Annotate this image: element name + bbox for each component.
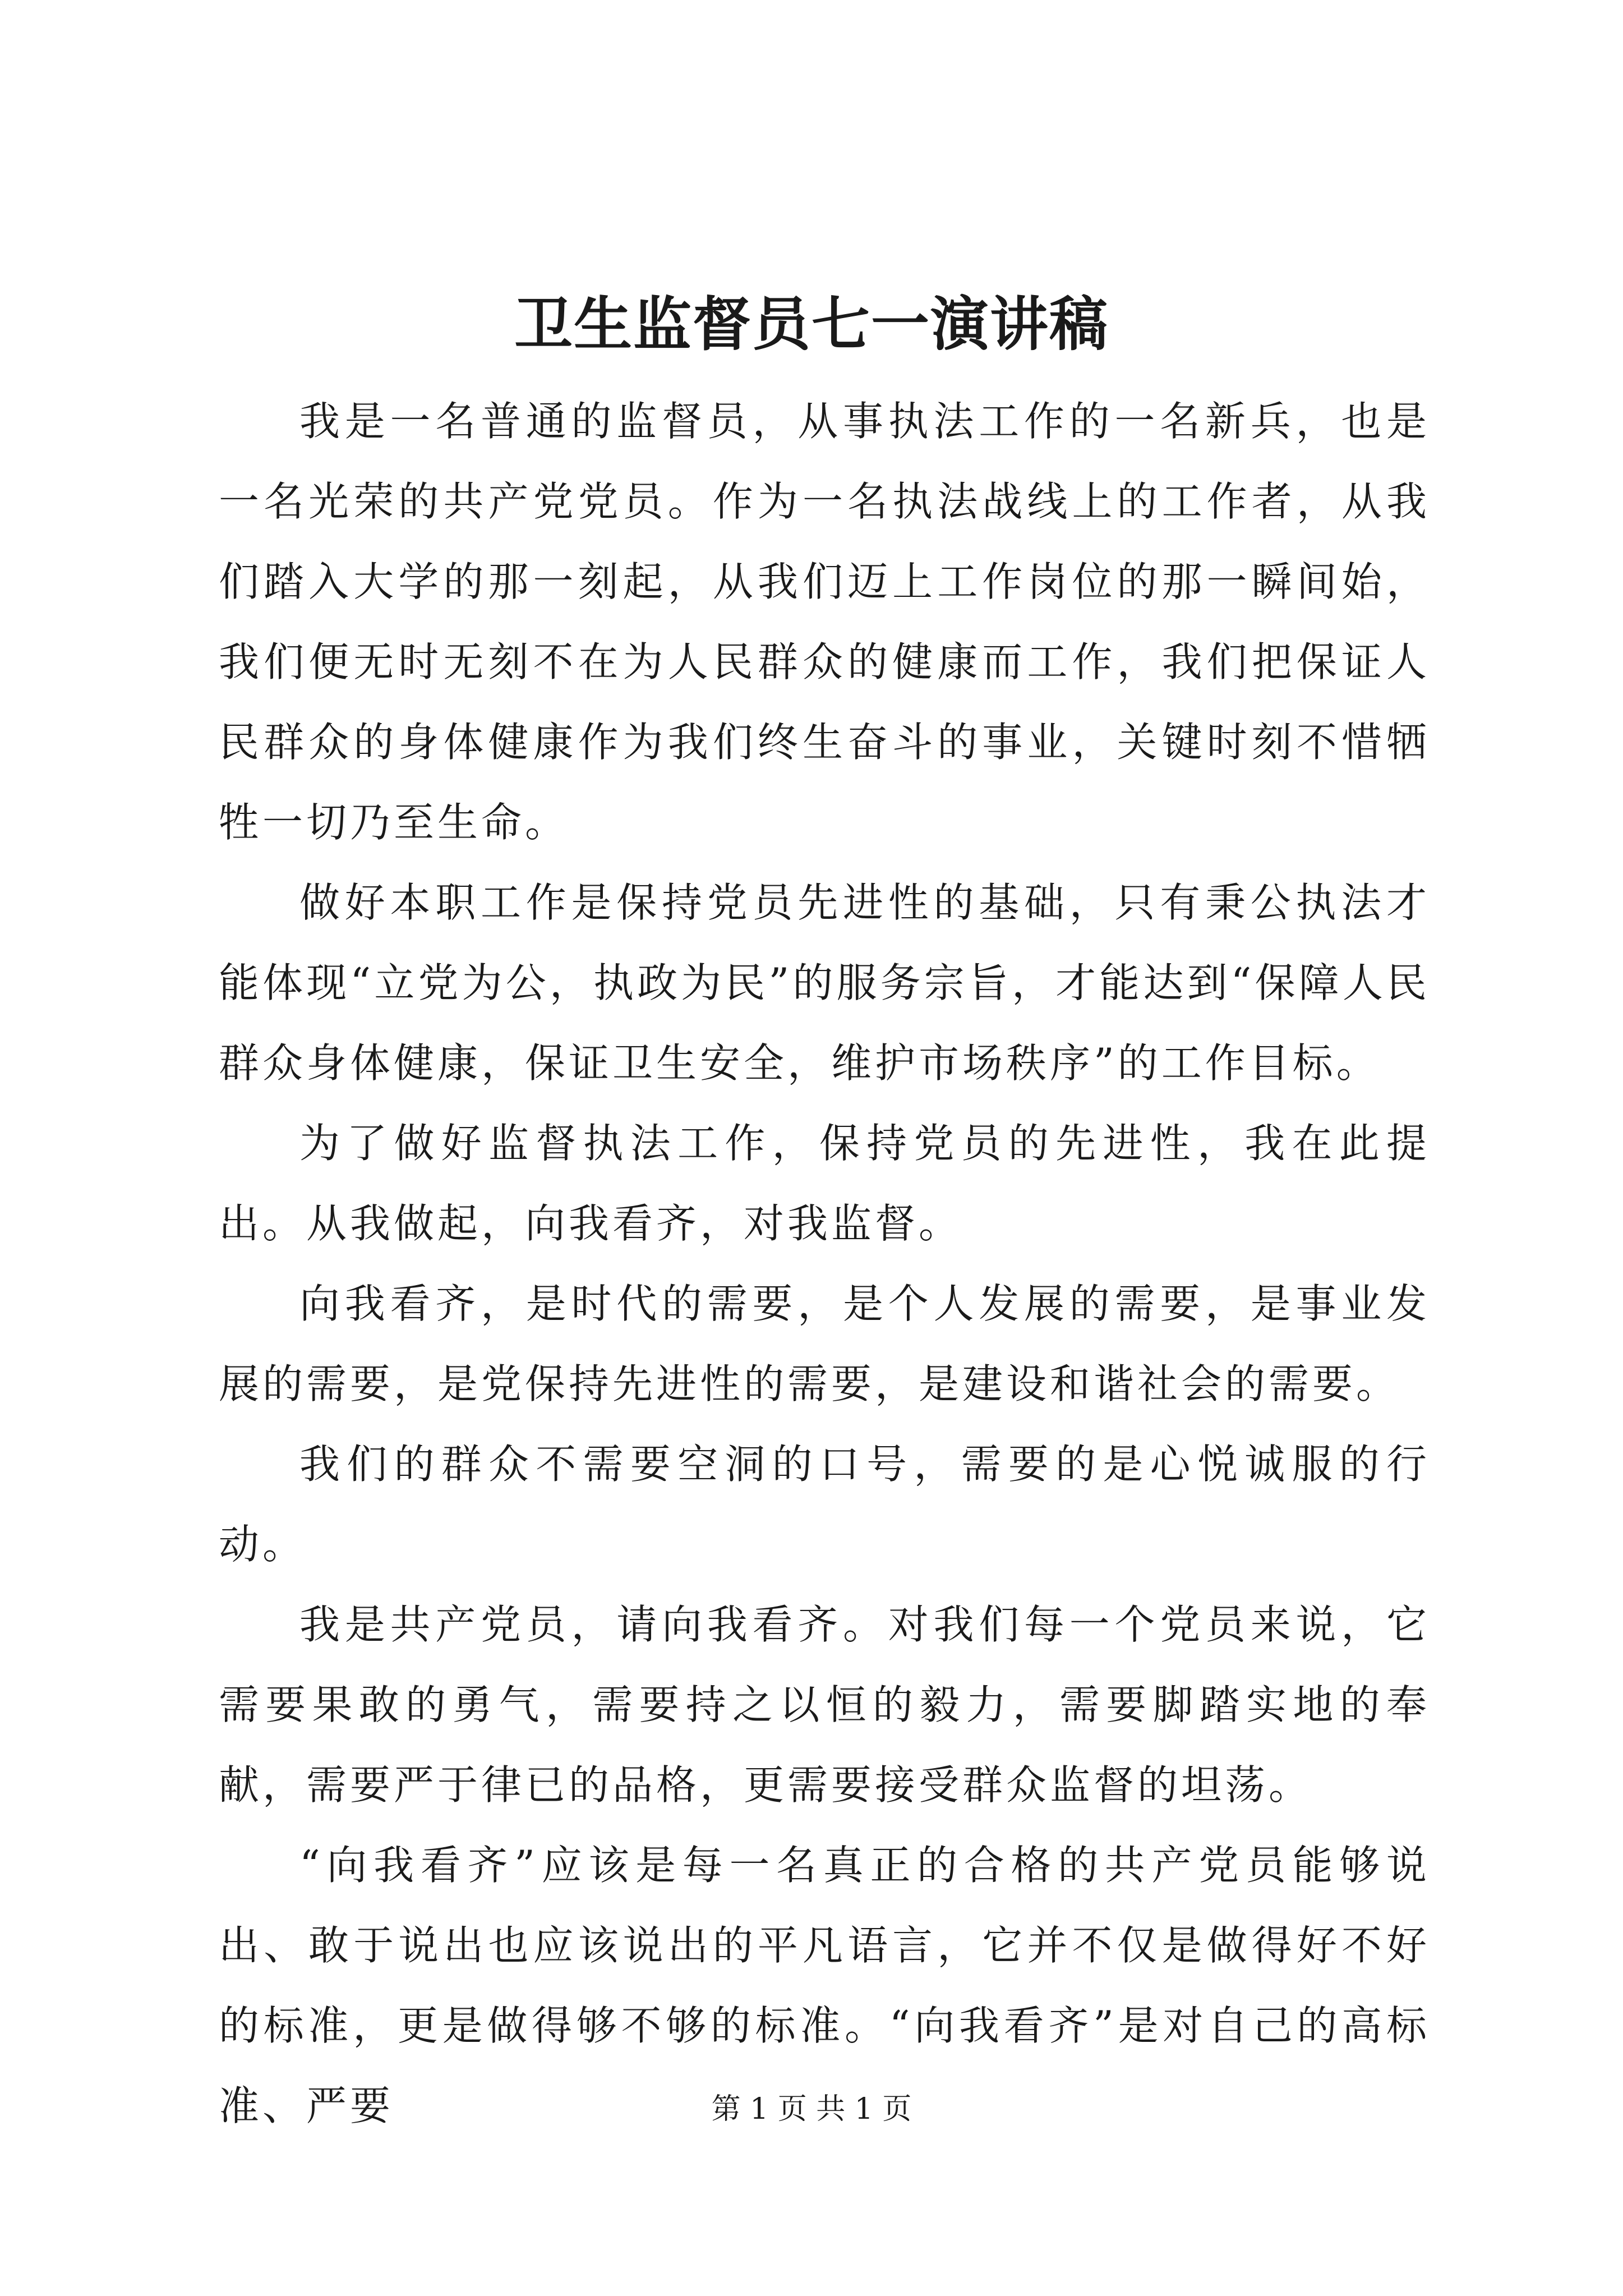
page-footer: 第 1 页 共 1 页: [711, 2092, 912, 2126]
document-title: 卫生监督员七一演讲稿: [514, 289, 1109, 358]
paragraph-7: “向我看齐”应该是每一名真正的合格的共产党员能够说出、敢于说出也应该说出的平凡语言，它并不仅是做得好不好的标准，更是做得够不够的标准。“向我看齐”是对自己的高标准、严要: [219, 1842, 1430, 2129]
paragraph-2: 做好本职工作是保持党员先进性的基础，只有秉公执法才能体现“立党为公，执政为民”的服务宗旨，才能达到“保障人民群众身体健康，保证卫生安全，维护市场秩序”的工作目标。: [219, 879, 1430, 1087]
paragraph-3: 为了做好监督执法工作，保持党员的先进性，我在此提出。从我做起，向我看齐，对我监督。: [219, 1120, 1430, 1247]
paragraph-1: 我是一名普通的监督员，从事执法工作的一名新兵，也是一名光荣的共产党党员。作为一名执法战线上的工作者，从我们踏入大学的那一刻起，从我们迈上工作岗位的那一瞬间始，我们便无时无刻不在为人民群众的健康而工作，我们把保证人民群众的身体健康作为我们终生奋斗的事业，关键时刻不惜牺牲一切乃至生命。: [219, 398, 1430, 846]
paragraph-6: 我是共产党员，请向我看齐。对我们每一个党员来说，它需要果敢的勇气，需要持之以恒的毅力，需要脚踏实地的奉献，需要严于律已的品格，更需要接受群众监督的坦荡。: [219, 1601, 1430, 1809]
paragraph-5: 我们的群众不需要空洞的口号，需要的是心悦诚服的行动。: [219, 1441, 1430, 1568]
paragraph-4: 向我看齐，是时代的需要，是个人发展的需要，是事业发展的需要，是党保持先进性的需要，是建设和谐社会的需要。: [219, 1280, 1430, 1407]
document-body: [219, 381, 1430, 2146]
